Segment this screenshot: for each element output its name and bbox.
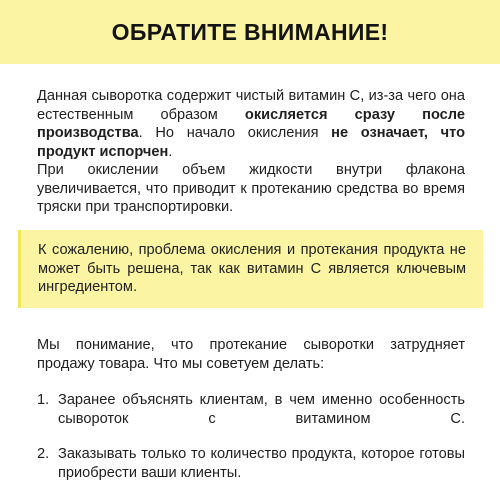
volume-paragraph: При окислении объем жидкости внутри флакона увеличивается, что приводит к протеканию средства во время тряски при транспортировки.	[37, 162, 465, 215]
list-item-number: 2.	[37, 446, 50, 462]
oxidation-bold-2: не означает, что продукт испорчен	[37, 125, 465, 160]
header-banner	[0, 0, 500, 64]
page-title: ОБРАТИТЕ ВНИМАНИЕ!	[111, 18, 389, 45]
oxidation-text-3: .	[168, 143, 173, 160]
list-item-number: 1.	[37, 392, 50, 408]
oxidation-bold-1: окисляется сразу после производства	[37, 106, 465, 141]
list-item	[37, 445, 465, 482]
oxidation-text-1: Данная сыворотка содержит чистый витамин С, из-за чего она естественным образом	[37, 88, 465, 123]
warning-note	[18, 230, 483, 308]
list-item-text: Заказывать только то количество продукта, которое готовы приобрести ваши клиенты.	[58, 446, 465, 481]
oxidation-text-2: . Но начало окисления	[138, 125, 332, 141]
list-item	[37, 391, 465, 428]
advice-intro-paragraph: Мы понимание, что протекание сыворотки затрудняет продажу товара. Что мы советуем делать:	[37, 337, 465, 372]
note-accent-bar	[18, 230, 21, 308]
oxidation-paragraph	[37, 87, 465, 161]
note-text: К сожалению, проблема окисления и протекания продукта не может быть решена, так как витамин С является ключевым ингредиентом.	[38, 242, 466, 295]
list-item-text: Заранее объяснять клиентам, в чем именно особенность сывороток с витамином С.	[58, 392, 465, 427]
